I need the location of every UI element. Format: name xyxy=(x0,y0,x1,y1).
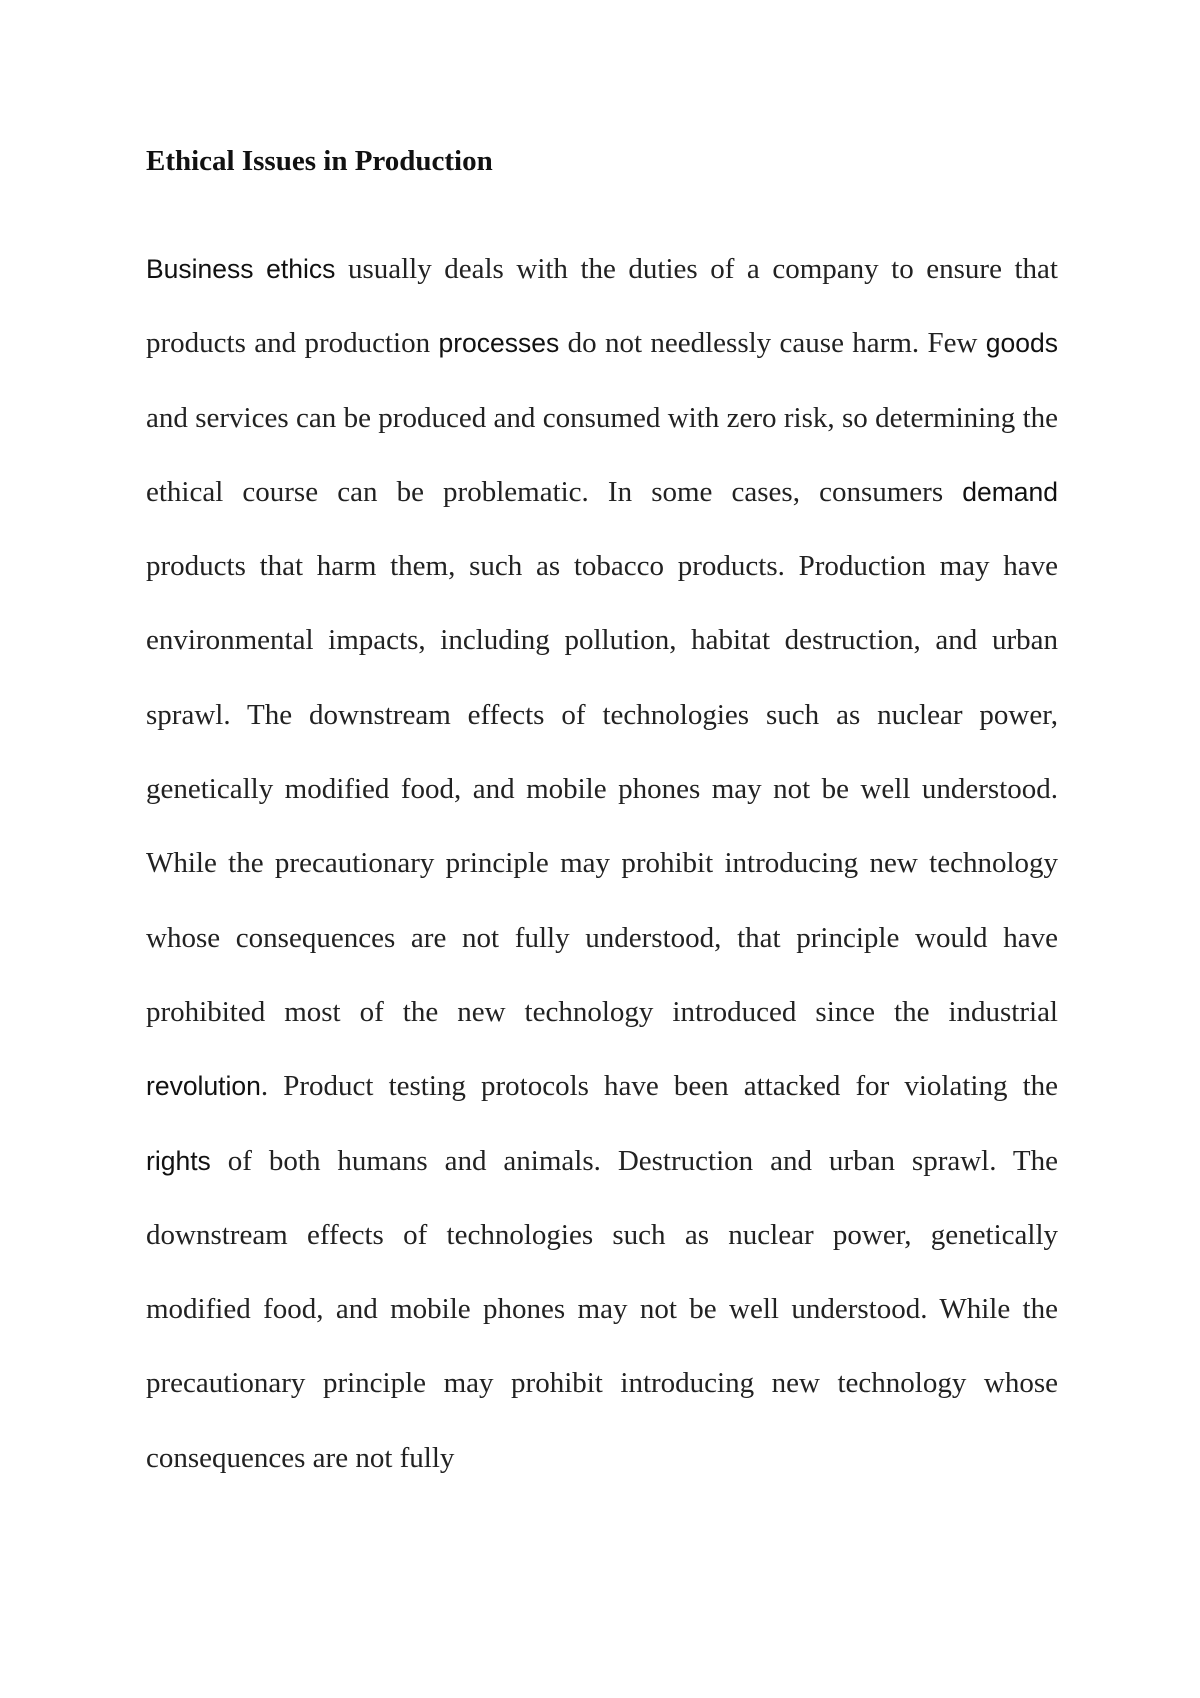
highlighted-term: Business ethics xyxy=(146,254,336,284)
highlighted-term: revolution xyxy=(146,1071,261,1102)
highlighted-term: goods xyxy=(985,328,1058,359)
paragraph-text-run: usually deals with the duties of a company to ensure that products and production xyxy=(146,253,1058,360)
document-title: Ethical Issues in Production xyxy=(146,145,493,177)
highlighted-term: processes xyxy=(438,328,560,359)
paragraph-text-run: . Product testing protocols have been attacked for violating the xyxy=(260,1070,1058,1103)
highlighted-term: rights xyxy=(146,1145,211,1176)
body-paragraph xyxy=(146,232,1058,1495)
paragraph-text-run: products that harm them, such as tobacco products. Production may have environmental impacts, including pollution, habitat destruction, and urban sprawl. The downstream effects of technologies such as nuclear power, genetically modified food, and mobile phones may not be well understood. While the precautionary principle may prohibit introducing new technology whose consequences are not fully understood, that principle would have prohibited most of the new technology introduced since the industrial xyxy=(146,550,1058,1028)
paragraph-text-run: and services can be produced and consumed with zero risk, so determining the ethical course can be problematic. In some cases, consumers xyxy=(146,401,1058,508)
highlighted-term: demand xyxy=(962,476,1058,507)
paragraph-text-run: do not needlessly cause harm. Few xyxy=(559,327,986,360)
paragraph-text-run: of both humans and animals. Destruction and urban sprawl. The downstream effects of technologies such as nuclear power, genetically modified food, and mobile phones may not be well understood. While the precautionary principle may prohibit introducing new technology whose consequences are not fully xyxy=(146,1144,1058,1474)
